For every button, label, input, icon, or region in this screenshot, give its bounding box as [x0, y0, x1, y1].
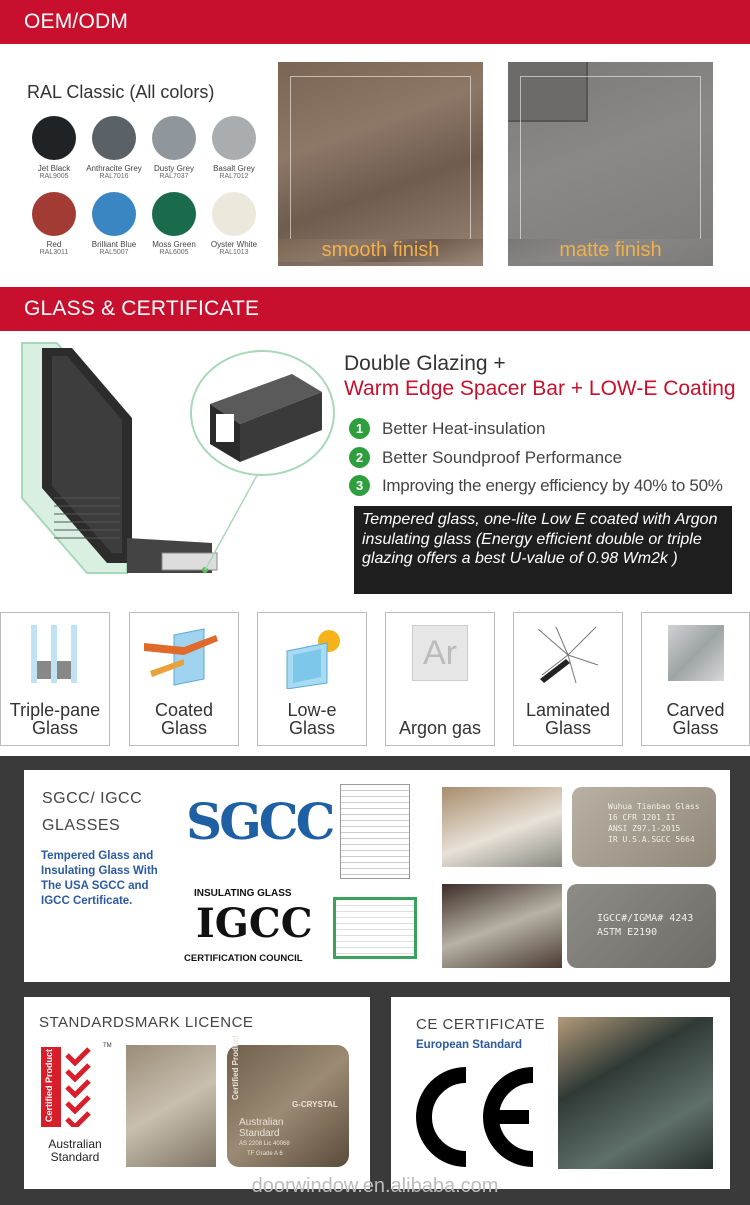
feature-number-badge: 1: [349, 418, 370, 439]
glass-corner-photo: [126, 1045, 216, 1167]
swatch-name: Red: [46, 240, 62, 249]
swatch-name: Basalt Grey: [213, 164, 255, 173]
swatch-name: Moss Green: [152, 240, 196, 249]
finish-frame: [520, 76, 701, 254]
swatch-code: RAL6005: [159, 249, 189, 256]
sgcc-certificate-doc: [340, 784, 410, 879]
feature-2: [349, 447, 622, 468]
swatch-code: RAL7037: [159, 173, 189, 180]
glass-stamp-2: IGCC#/IGMA# 4243 ASTM E2190: [567, 884, 716, 968]
checkmarks-icon: [63, 1047, 105, 1127]
glazing-subtitle: Warm Edge Spacer Bar + LOW-E Coating: [344, 377, 736, 400]
australian-standard-label: Australian Standard: [48, 1137, 102, 1164]
feature-text: Better Heat-insulation: [382, 418, 546, 438]
color-dot: [32, 192, 76, 236]
oem-header: OEM/ODM: [0, 0, 750, 44]
card-triple-pane: [0, 612, 110, 746]
swatch-dusty-grey: [144, 116, 204, 180]
card-label: Coated Glass: [154, 700, 214, 738]
card-label: Argon gas: [398, 718, 482, 738]
ral-title: RAL Classic (All colors): [27, 82, 215, 102]
swatch-name: Brilliant Blue: [91, 240, 137, 249]
color-dot: [92, 116, 136, 160]
sgcc-logo: SGCC: [186, 792, 333, 851]
ce-panel: [391, 997, 730, 1189]
swatch-name: Jet Black: [37, 164, 71, 173]
igcc-logo: IGCC: [196, 900, 313, 947]
etch-grade: TF Grade A 6: [247, 1151, 283, 1157]
swatch-brilliant-blue: [84, 192, 144, 256]
card-low-e: [257, 612, 367, 746]
glass-header: GLASS & CERTIFICATE: [0, 287, 750, 331]
card-label: Laminated Glass: [525, 700, 611, 738]
glass-edge-photo-1: [442, 787, 562, 867]
feature-text: Better Soundproof Performance: [382, 447, 623, 467]
carved-glass-icon: [668, 625, 724, 681]
swatch-code: RAL7012: [219, 173, 249, 180]
swatch-name: Anthracite Grey: [86, 164, 142, 173]
sgcc-title-1: SGCC/ IGCC: [42, 790, 143, 807]
swatch-grid: [24, 116, 264, 256]
glass-description: Tempered glass, one-lite Low E coated with Argon insulating glass (Energy efficient double or triple glazing offers a best U-value of 0.98 Wm2k ): [354, 506, 732, 594]
swatch-anthracite-grey: [84, 116, 144, 180]
etch-cert: Certified Product: [231, 1035, 240, 1100]
ce-glass-photo: [558, 1017, 713, 1169]
standardsmark-panel: [24, 997, 370, 1189]
glazing-title: Double Glazing +: [344, 352, 506, 375]
swatch-oyster-white: [204, 192, 264, 256]
sun-icon: [277, 625, 347, 689]
swatch-name: Oyster White: [210, 240, 258, 249]
trademark: TM: [103, 1043, 112, 1049]
finish-frame: [290, 76, 471, 254]
card-label: Carved Glass: [666, 700, 725, 738]
color-dot: [152, 192, 196, 236]
coated-glass-icon: [144, 625, 224, 687]
etched-mark-photo: [227, 1035, 349, 1167]
swatch-name: Dusty Grey: [153, 164, 194, 173]
color-dot: [32, 116, 76, 160]
swatch-code: RAL1013: [219, 249, 249, 256]
sgcc-igcc-panel: [24, 770, 730, 982]
igcc-bottom-text: CERTIFICATION COUNCIL: [184, 953, 303, 964]
argon-symbol-icon: Ar: [412, 625, 468, 681]
swatch-moss-green: [144, 192, 204, 256]
swatch-basalt-grey: [204, 116, 264, 180]
color-dot: [92, 192, 136, 236]
sgcc-title-2: GLASSES: [42, 817, 121, 834]
card-label: Low-e Glass: [287, 700, 337, 738]
swatch-code: RAL9005: [39, 173, 69, 180]
etch-au: Australian Standard: [239, 1117, 284, 1139]
matte-finish-sample: [508, 62, 713, 266]
igcc-certificate-doc: [333, 897, 417, 959]
watermark: doorwindow.en.alibaba.com: [251, 1175, 499, 1197]
shattered-glass-icon: [536, 625, 600, 685]
feature-text: Improving the energy efficiency by 40% to 50%: [382, 475, 723, 495]
card-label: Triple-pane Glass: [9, 700, 101, 738]
card-laminated: [513, 612, 623, 746]
smooth-finish-label: smooth finish: [278, 239, 483, 262]
feature-number-badge: 2: [349, 447, 370, 468]
igcc-top-text: INSULATING GLASS: [194, 888, 292, 899]
card-argon: [385, 612, 495, 746]
glass-edge-photo-2: [442, 884, 562, 968]
color-dot: [212, 192, 256, 236]
ce-title: CE CERTIFICATE: [416, 1016, 545, 1033]
swatch-red: [24, 192, 84, 256]
badge-text: Certified Product: [44, 1048, 54, 1122]
swatch-jet-black: [24, 116, 84, 180]
certified-product-badge: [41, 1043, 112, 1127]
swatch-code: RAL7016: [99, 173, 129, 180]
ce-mark-logo: [411, 1067, 541, 1167]
standardsmark-title: STANDARDSMARK LICENCE: [39, 1014, 254, 1031]
card-coated: [129, 612, 239, 746]
swatch-code: RAL3011: [39, 249, 69, 256]
sgcc-description: Tempered Glass and Insulating Glass With The USA SGCC and IGCC Certificate.: [41, 850, 158, 907]
triple-pane-icon: [25, 625, 85, 685]
glass-stamp-1: Wuhua Tianbao Glass 16 CFR 1201 II ANSI Z97.1-2015 IR U.S.A.SGCC 5664: [572, 787, 716, 867]
glass-type-cards: [0, 612, 750, 746]
etch-lic: AS 2208 Lic 40068: [239, 1141, 290, 1147]
matte-finish-label: matte finish: [508, 239, 713, 262]
color-dot: [152, 116, 196, 160]
swatch-code: RAL5007: [99, 249, 129, 256]
smooth-finish-sample: [278, 62, 483, 266]
etch-brand: G-CRYSTAL: [292, 1100, 338, 1109]
feature-3: [349, 475, 723, 496]
feature-number-badge: 3: [349, 475, 370, 496]
color-dot: [212, 116, 256, 160]
spacer-bar-icon: [192, 352, 335, 476]
spacer-zoom-circle: [190, 350, 335, 476]
card-carved: [641, 612, 750, 746]
feature-1: [349, 418, 545, 439]
ce-subtitle: European Standard: [416, 1039, 523, 1051]
